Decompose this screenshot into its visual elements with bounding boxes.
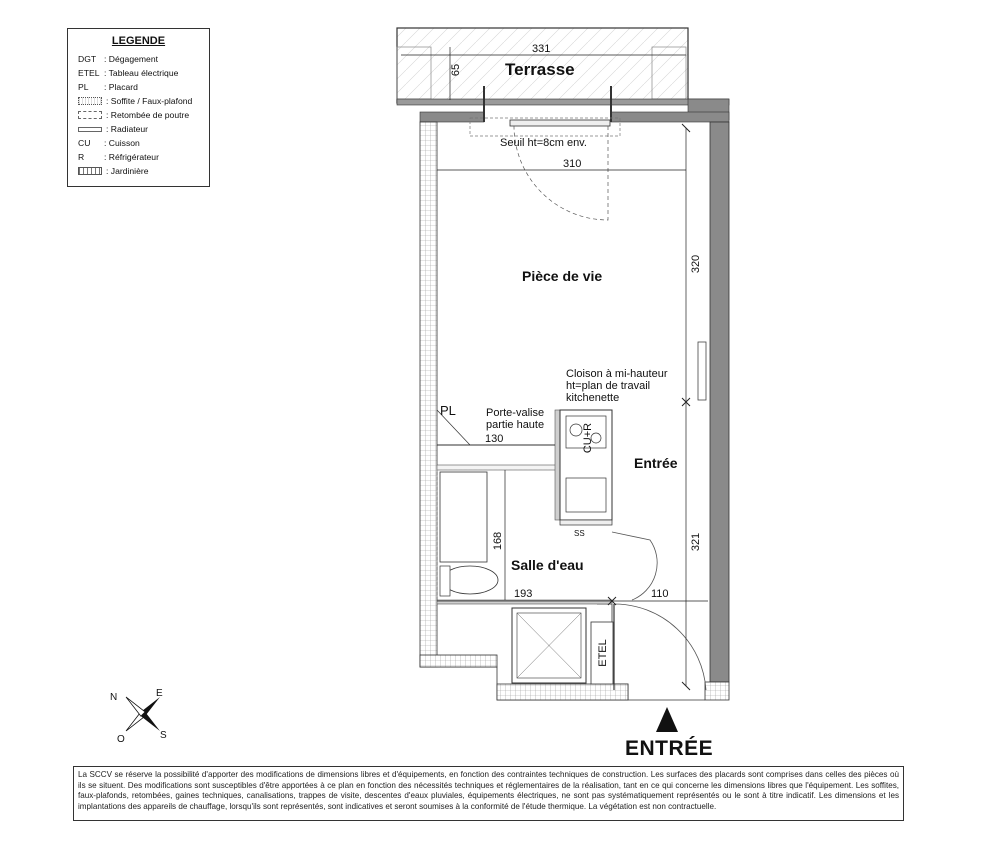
radiator xyxy=(698,342,706,400)
legend-code: CU xyxy=(78,138,91,148)
legend-title: LEGENDE xyxy=(111,35,166,47)
entrance-door xyxy=(614,604,706,732)
left-wall xyxy=(420,122,437,667)
room-label-entree: Entrée xyxy=(634,455,678,471)
dimension-ticks xyxy=(608,124,690,690)
bathroom-bottom-partition xyxy=(437,600,612,604)
dim-entry-width: 110 xyxy=(651,588,669,600)
dim-living-width: 310 xyxy=(563,158,582,170)
dim-entry-length: 321 xyxy=(690,532,703,552)
compass-south: S xyxy=(160,730,167,741)
partition-note-line2: ht=plan de travail xyxy=(566,380,651,392)
etel-label: ETEL xyxy=(597,639,609,667)
room-label-terrasse: Terrasse xyxy=(505,60,575,79)
entrance-label: ENTRÉE xyxy=(625,737,714,760)
legend-code: PL xyxy=(78,82,89,92)
right-wall xyxy=(710,122,729,682)
bottom-right-wall xyxy=(705,682,729,700)
dim-terrace-width: 331 xyxy=(532,43,551,55)
luggage-rack-line1: Porte-valise xyxy=(486,407,545,419)
partition-note-line3: kitchenette xyxy=(566,392,620,404)
terrace-door xyxy=(470,86,620,220)
kitchen-partition xyxy=(555,410,560,520)
dim-terrace-depth: 65 xyxy=(450,63,463,77)
bottom-left-wall xyxy=(420,655,497,667)
ss-label: SS xyxy=(574,529,585,538)
entrance-arrow-icon xyxy=(656,707,678,732)
top-wall-left xyxy=(420,112,484,122)
legend-code: R xyxy=(78,152,85,162)
legend-text: : Dégagement xyxy=(104,54,158,64)
cooking-fridge-label: CU+R xyxy=(582,422,594,454)
bathroom-fixtures xyxy=(437,470,657,684)
dim-placard-width: 130 xyxy=(485,433,504,445)
legend-text: : Réfrigérateur xyxy=(104,152,159,162)
legend-code: ETEL xyxy=(78,68,100,78)
legend-text: : Tableau électrique xyxy=(104,68,179,78)
legend-text: : Soffite / Faux-plafond xyxy=(106,96,193,106)
legend-text: : Radiateur xyxy=(106,124,149,134)
terrace-edge xyxy=(397,99,729,105)
legend-code: DGT xyxy=(78,54,97,64)
bathroom-top-partition xyxy=(437,465,557,470)
room-label-salle-deau: Salle d'eau xyxy=(511,557,584,573)
compass-west: O xyxy=(117,734,125,745)
compass-north: N xyxy=(110,692,118,703)
top-wall-right xyxy=(611,112,729,122)
dim-bathroom-width: 193 xyxy=(514,588,533,600)
dim-bathroom-depth: 168 xyxy=(492,531,505,551)
placard-label: PL xyxy=(440,403,456,418)
compass-east: E xyxy=(156,688,163,699)
room-label-piece-de-vie: Pièce de vie xyxy=(522,268,603,284)
legend-text: : Jardinière xyxy=(106,166,149,176)
disclaimer-footer: La SCCV se réserve la possibilité d'apporter des modifications de dimensions libres et d'équipements, en fonction des contraintes techniques de construction. Les surfaces des placards sont comprises dans celles des pièces où ils se situent. Des modifications sont susceptibles d'être apportées à ce plan en fonction des nécessités techniques et réglementaires de la réalisation, tant en ce qui concerne les dimensions libres que l'équipement. Les soffites, faux-plafonds, retombées, gaines techniques, canalisations, trappes de visite, descentes d'eaux pluviales, équipements électriques, ne sont pas systématiquement représentés ou le sont à titre indicatif. Les dimensions et les implantations des appareils de chauffage, lorsqu'ils sont représentés, sont indicatives et seront soumises à la conformité de l'étude thermique. La végétation est non contractuelle. xyxy=(73,766,904,821)
legend-text: : Cuisson xyxy=(104,138,140,148)
partition-note-line1: Cloison à mi-hauteur xyxy=(566,368,668,380)
luggage-rack-line2: partie haute xyxy=(486,419,545,431)
bottom-wall xyxy=(497,684,628,700)
dim-living-length: 320 xyxy=(690,254,703,274)
legend-text: : Retombée de poutre xyxy=(106,110,190,120)
legend-text: : Placard xyxy=(104,82,138,92)
threshold-note: Seuil ht=8cm env. xyxy=(500,137,587,149)
